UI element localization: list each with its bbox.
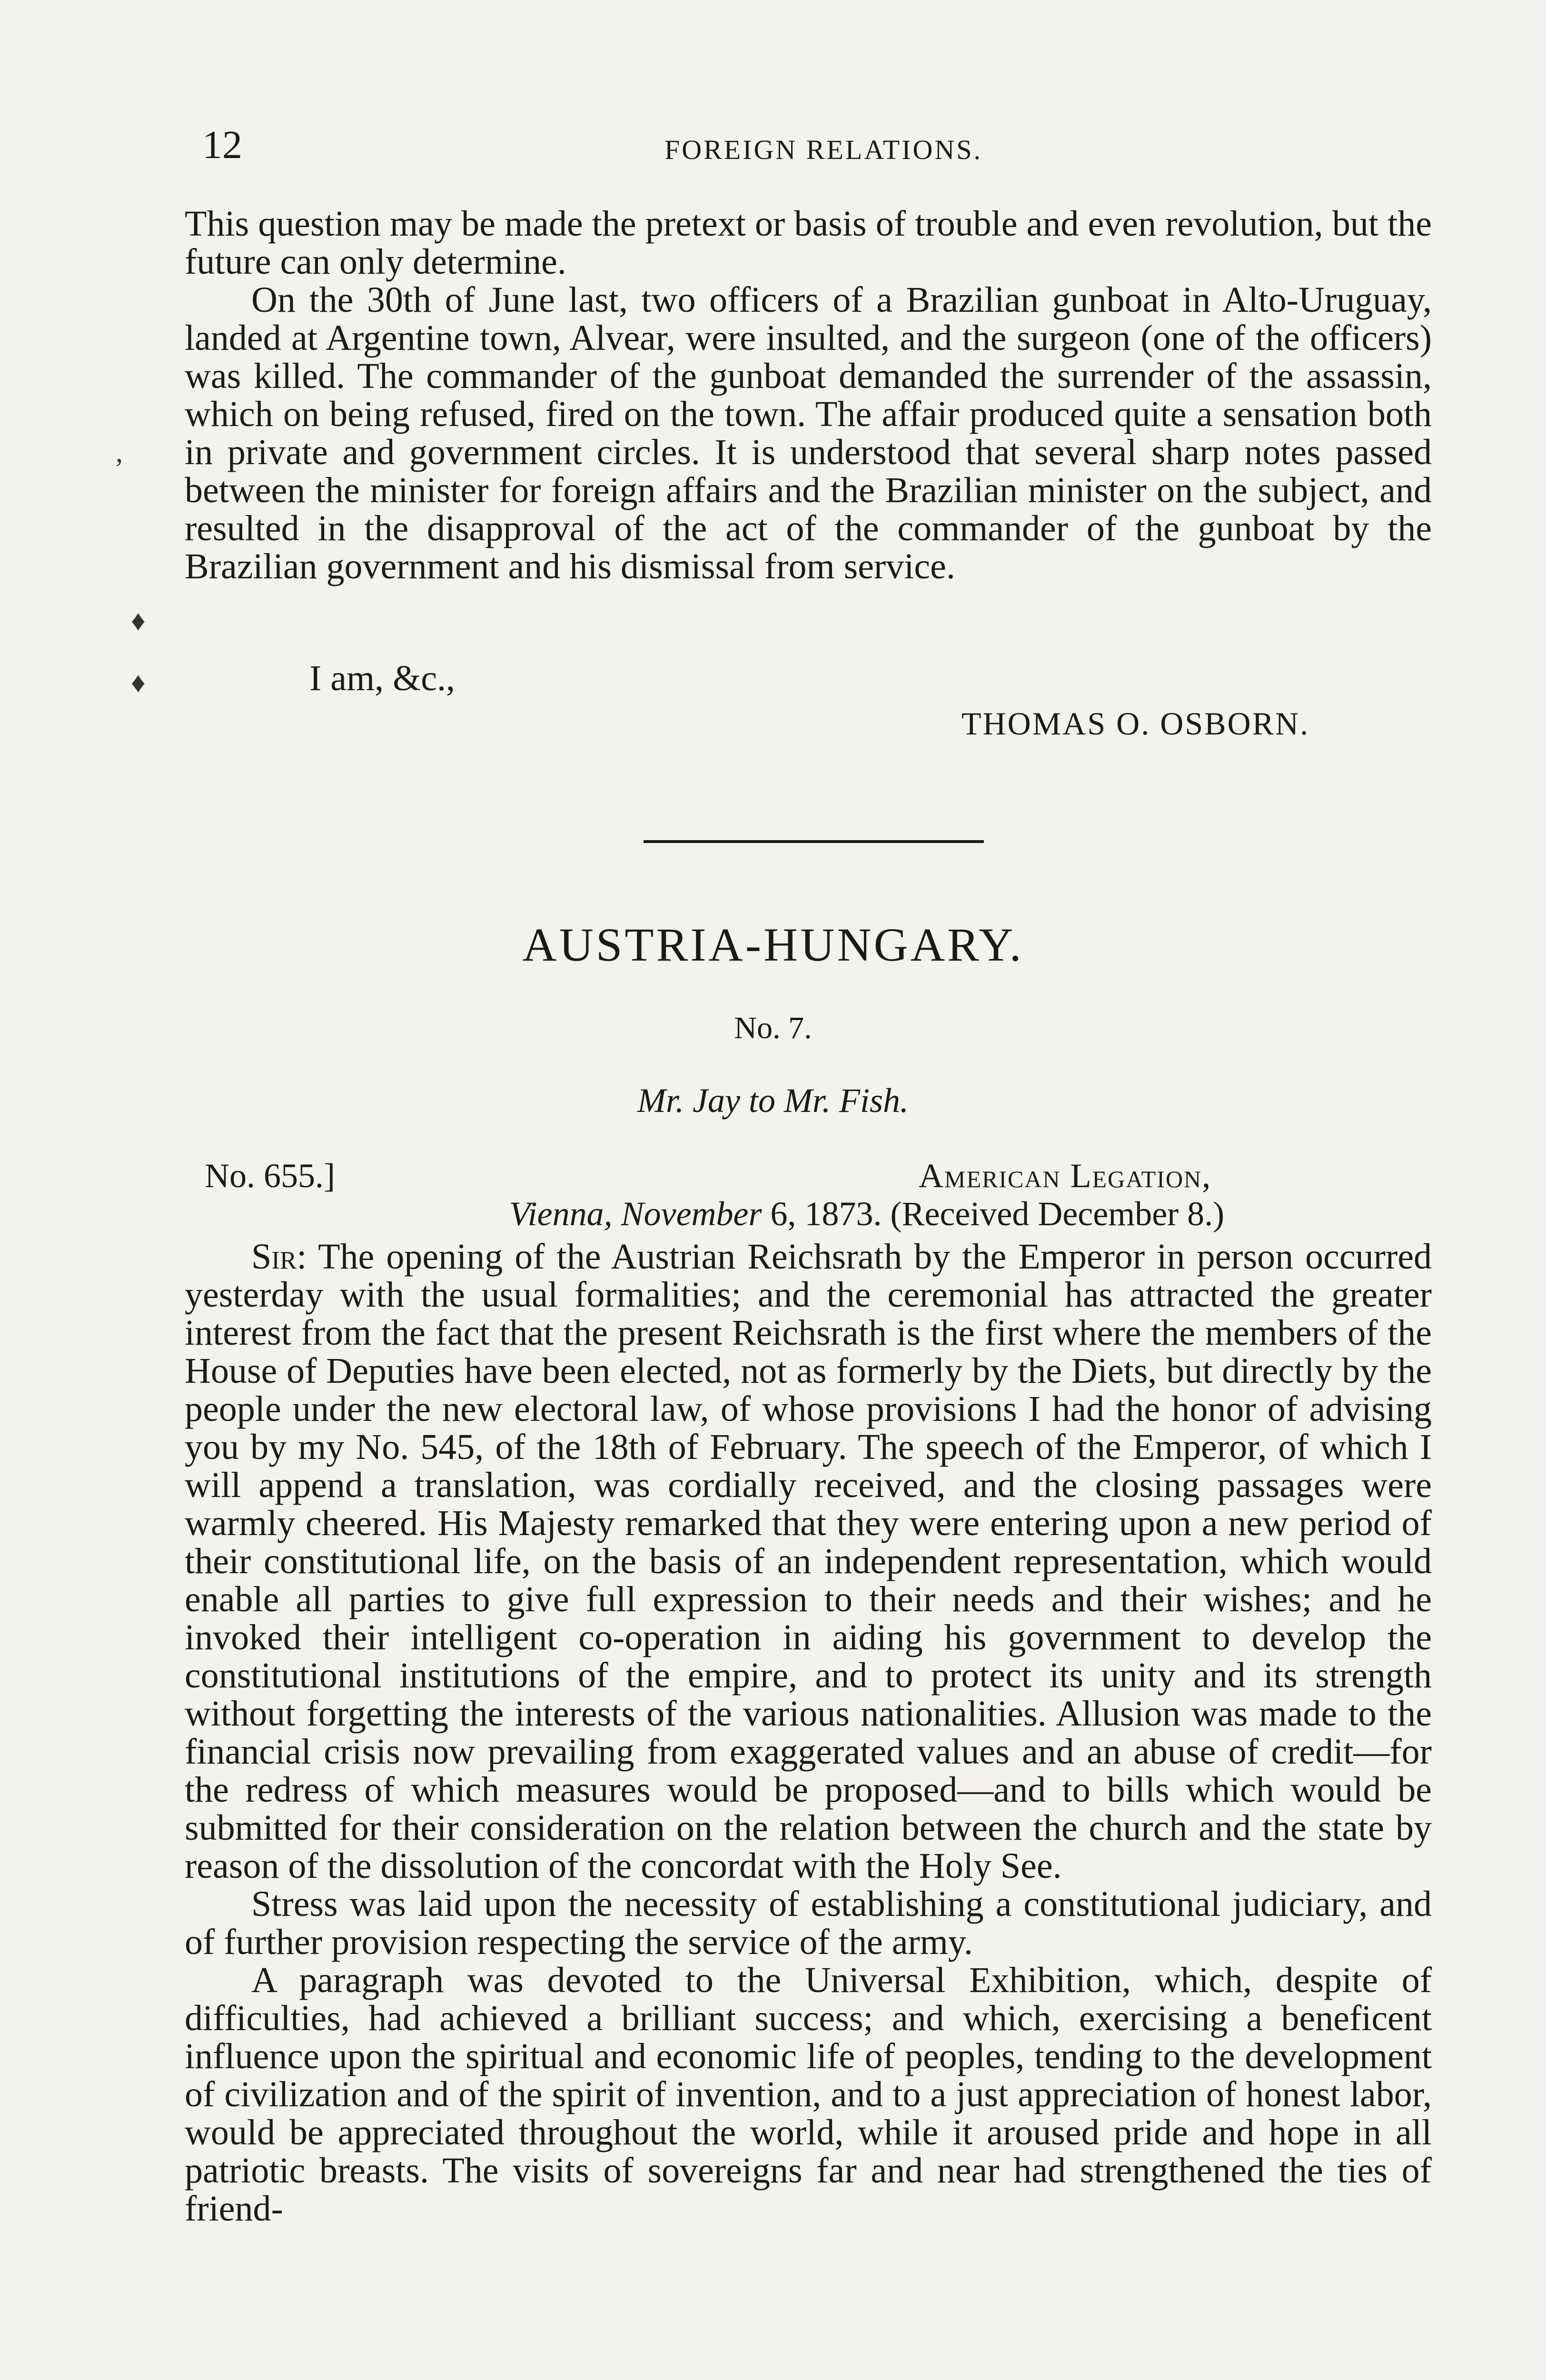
paragraph-text: : The opening of the Austrian Reichsrath by the Emperor in person occurred yesterday with the usual formalities; and the ceremonial has attracted the greater interest from the fact that the present Reichsrath is the first where the members of the House of Deputies have been elected, not as formerly by the Diets, but directly by the people under the new electoral law, of whose provisions I had the honor of advising you by my No. 545, of the 18th of February. The speech of the Emperor, of which I will append a translation, was cordially received, and the closing passages were warmly cheered. His Majesty remarked that they were entering upon a new period of their constitutional life, on the basis of an independent representation, which would enable all parties to give full expression to their needs and their wishes; and he invoked their intelligent co-operation in aiding his government to develop the constitutional institutions of the empire, and to protect its unity and its strength without forgetting the interests of the various nationalities. Allusion was made to the financial crisis now prevailing from exaggerated values and an abuse of credit—for the redress of which measures would be proposed—and to bills which would be submitted for their consideration on the relation between the church and the state by reason of the dissolution of the concordat with the Holy See.	[185, 1237, 1432, 1886]
dateline	[509, 1195, 1224, 1233]
margin-mark: ’	[114, 453, 124, 484]
section-title: AUSTRIA-HUNGARY.	[522, 918, 1024, 971]
letter-signature: THOMAS O. OSBORN.	[961, 705, 1310, 742]
letter-closing: I am, &c.,	[309, 658, 456, 698]
paragraph: This question may be made the pretext or basis of trouble and even revolution, but the future can only determine.	[185, 204, 1432, 282]
margin-mark: ♦	[131, 667, 146, 698]
margin-mark: ♦	[131, 605, 146, 636]
document-number: No. 7.	[734, 1011, 812, 1045]
dispatch-body	[185, 1238, 1432, 2228]
paragraph: On the 30th of June last, two officers of a Brazilian gunboat in Alto-Uruguay, landed at Argentine town, Alvear, were insulted, and the surgeon (one of the officers) was killed. The commander of the gunboat demanded the surrender of the assassin, which on being refused, fired on the town. The affair produced quite a sensation both in private and government circles. It is understood that several sharp notes passed between the minister for foreign affairs and the Brazilian minister on the subject, and resulted in the disapproval of the act of the commander of the gunboat by the Brazilian government and his dismissal from service.	[185, 280, 1432, 586]
running-head: FOREIGN RELATIONS.	[664, 134, 983, 165]
dateline-date: 6, 1873. (Received December 8.)	[762, 1195, 1225, 1233]
paragraph: A paragraph was devoted to the Universal Exhibition, which, despite of difficulties, had achieved a brilliant success; and which, exercising a beneficent influence upon the spiritual and economic life of peoples, tending to the development of civilization and of the spirit of invention, and to a just appreciation of honest labor, would be appreciated throughout the world, while it aroused pride and hope in all patriotic breasts. The visits of sovereigns far and near had strengthened the ties of friend-	[185, 1960, 1432, 2229]
letter-continuation	[185, 205, 1432, 585]
document-title: Mr. Jay to Mr. Fish.	[637, 1081, 909, 1120]
legation-heading: American Legation,	[919, 1157, 1212, 1195]
paragraph	[185, 1238, 1432, 1885]
salutation: Sir	[251, 1237, 297, 1277]
section-divider	[644, 840, 984, 843]
paragraph: Stress was laid upon the necessity of establishing a constitutional judiciary, and of further provision respecting the service of the army.	[185, 1884, 1432, 1962]
page-header	[202, 119, 1445, 171]
dateline-place: Vienna, November	[509, 1195, 762, 1233]
page-number: 12	[202, 123, 242, 167]
dispatch-number: No. 655.]	[205, 1157, 335, 1195]
